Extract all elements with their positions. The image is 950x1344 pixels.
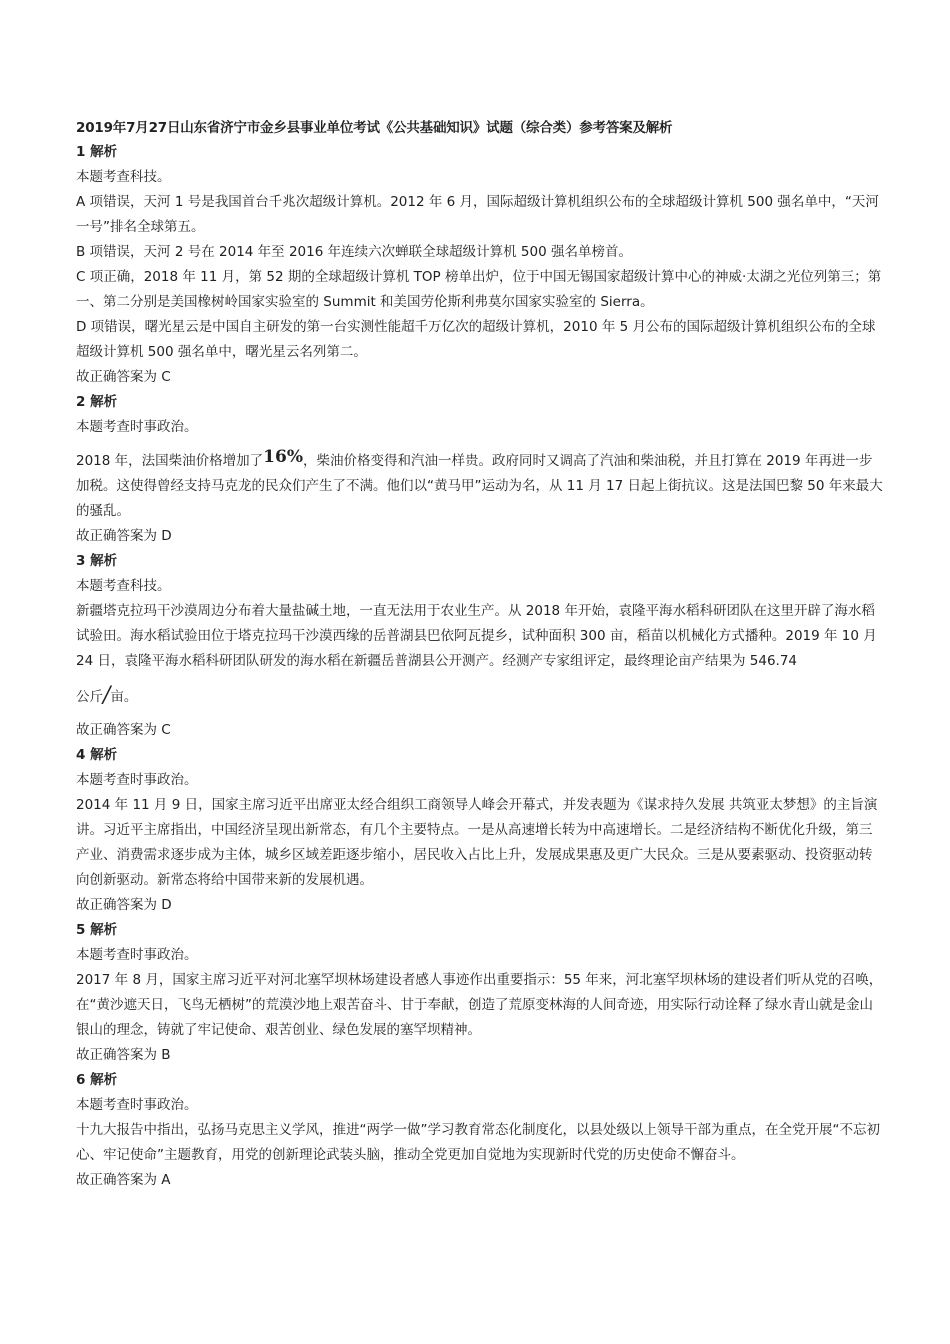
section-intro: 本题考查时事政治。 <box>76 1097 198 1113</box>
section-heading: 4 解析 <box>76 747 118 763</box>
section-intro: 本题考查时事政治。 <box>76 772 198 788</box>
correct-answer: 故正确答案为 C <box>76 369 171 385</box>
explanation-paragraph <box>76 440 884 524</box>
section-intro: 本题考查科技。 <box>76 578 171 594</box>
document-page <box>76 116 884 1193</box>
formula-percentage: 16% <box>263 447 303 467</box>
option-a-explanation: A 项错误，天河 1 号是我国首台千兆次超级计算机。2012 年 6 月，国际超级计算机组织公布的全球超级计算机 500 强名单中，“天河一号”排名全球第五。 <box>76 194 879 235</box>
option-c-explanation: C 项正确，2018 年 11 月，第 52 期的全球超级计算机 TOP 榜单出炉，位于中国无锡国家超级计算中心的神威·太湖之光位列第三；第一、第二分别是美国橡树岭国家实验室的 Summit 和美国劳伦斯利弗莫尔国家实验室的 Sierra。 <box>76 269 882 310</box>
option-d-explanation: D 项错误，曙光星云是中国自主研发的第一台实测性能超千万亿次的超级计算机，2010 年 5 月公布的国际超级计算机组织公布的全球超级计算机 500 强名单中，曙光星云名列第二。 <box>76 319 876 360</box>
document-title: 2019年7月27日山东省济宁市金乡县事业单位考试《公共基础知识》试题（综合类）参考答案及解析 <box>76 120 673 136</box>
section-heading: 6 解析 <box>76 1072 118 1088</box>
section-intro: 本题考查科技。 <box>76 169 171 185</box>
answer-section-5 <box>76 918 884 1068</box>
answer-section-1 <box>76 140 884 390</box>
unit-text: 亩。 <box>110 689 138 705</box>
explanation-paragraph: 2017 年 8 月，国家主席习近平对河北塞罕坝林场建设者感人事迹作出重要指示：55 年来，河北塞罕坝林场的建设者们听从党的召唤，在“黄沙遮天日，飞鸟无栖树”的荒漠沙地上艰苦奋斗、甘于奉献，创造了荒原变林海的人间奇迹，用实际行动诠释了绿水青山就是金山银山的理念，铸就了牢记使命、艰苦创业、绿色发展的塞罕坝精神。 <box>76 972 883 1038</box>
paragraph-text: ，柴油价格变得和汽油一样贵。政府同时又调高了汽油和柴油税，并且打算在 2019 年再进一步加税。这使得曾经支持马克龙的民众们产生了不满。他们以“黄马甲”运动为名，从 11 月 17 日起上街抗议。这是法国巴黎 50 年来最大的骚乱。 <box>76 453 883 519</box>
section-heading: 1 解析 <box>76 144 118 160</box>
correct-answer: 故正确答案为 A <box>76 1172 171 1188</box>
option-b-explanation: B 项错误，天河 2 号在 2014 年至 2016 年连续六次蝉联全球超级计算机 500 强名单榜首。 <box>76 244 632 260</box>
correct-answer: 故正确答案为 C <box>76 722 171 738</box>
paragraph-text: 2018 年，法国柴油价格增加了 <box>76 453 264 469</box>
explanation-paragraph: 新疆塔克拉玛干沙漠周边分布着大量盐碱土地，一直无法用于农业生产。从 2018 年开始，袁隆平海水稻科研团队在这里开辟了海水稻试验田。海水稻试验田位于塔克拉玛干沙漠西缘的岳普湖县巴依阿瓦提乡，试种面积 300 亩，稻苗以机械化方式播种。2019 年 10 月 24 日，袁隆平海水稻科研团队研发的海水稻在新疆岳普湖县公开测产。经测产专家组评定，最终理论亩产结果为 546.74 <box>76 603 877 669</box>
unit-text: 公斤 <box>76 689 103 705</box>
answer-section-6 <box>76 1068 884 1193</box>
section-intro: 本题考查时事政治。 <box>76 419 198 435</box>
section-heading: 3 解析 <box>76 553 118 569</box>
section-heading: 2 解析 <box>76 394 118 410</box>
section-intro: 本题考查时事政治。 <box>76 947 198 963</box>
formula-slash: / <box>103 683 111 708</box>
correct-answer: 故正确答案为 B <box>76 1047 171 1063</box>
correct-answer: 故正确答案为 D <box>76 528 172 544</box>
answer-section-3 <box>76 549 884 743</box>
explanation-paragraph: 十九大报告中指出，弘扬马克思主义学风，推进“两学一做”学习教育常态化制度化，以县处级以上领导干部为重点，在全党开展“不忘初心、牢记使命”主题教育，用党的创新理论武装头脑，推动全党更加自觉地为实现新时代党的历史使命不懈奋斗。 <box>76 1122 880 1163</box>
answer-section-4 <box>76 743 884 918</box>
explanation-paragraph: 2014 年 11 月 9 日，国家主席习近平出席亚太经合组织工商领导人峰会开幕式，并发表题为《谋求持久发展 共筑亚太梦想》的主旨演讲。习近平主席指出，中国经济呈现出新常态，有几个主要特点。一是从高速增长转为中高速增长。二是经济结构不断优化升级，第三产业、消费需求逐步成为主体，城乡区域差距逐步缩小，居民收入占比上升，发展成果惠及更广大民众。三是从要素驱动、投资驱动转向创新驱动。新常态将给中国带来新的发展机遇。 <box>76 797 878 888</box>
answer-section-2 <box>76 390 884 549</box>
yield-unit-line <box>76 674 884 718</box>
section-heading: 5 解析 <box>76 922 118 938</box>
correct-answer: 故正确答案为 D <box>76 897 172 913</box>
